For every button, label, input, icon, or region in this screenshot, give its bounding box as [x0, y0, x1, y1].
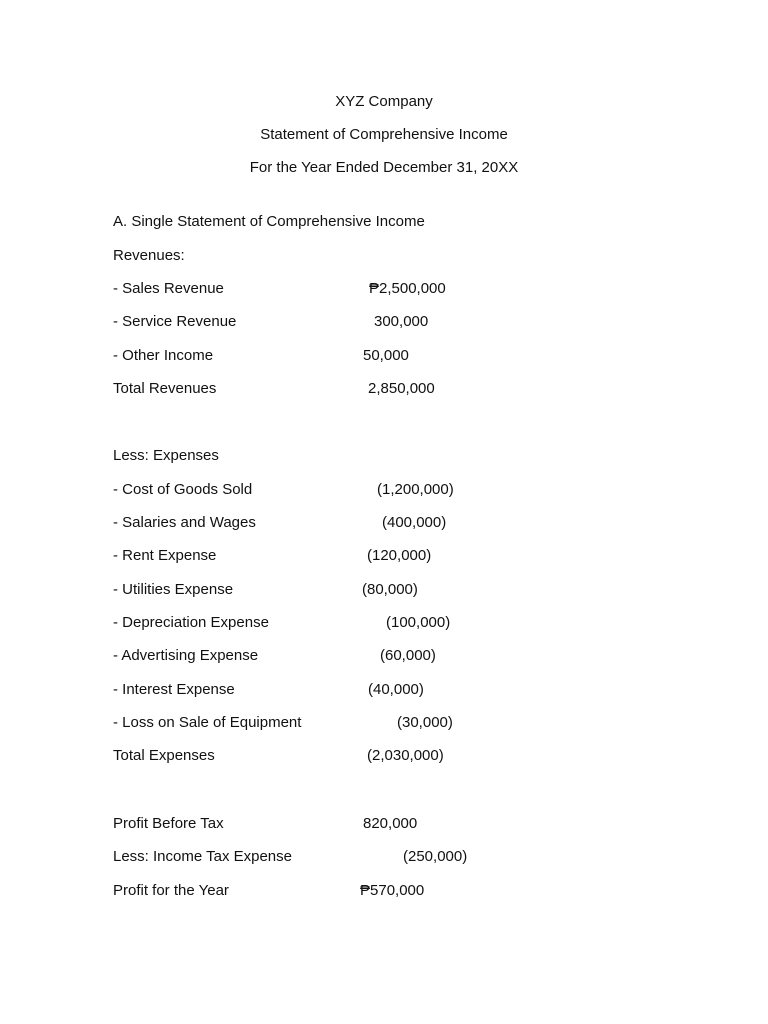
line-item-amount: (40,000) [368, 681, 424, 698]
statement-title: Statement of Comprehensive Income [260, 126, 508, 143]
line-item-amount: ₱2,500,000 [369, 280, 446, 297]
profit-for-year-amount: ₱570,000 [360, 882, 425, 899]
section-title: A. Single Statement of Comprehensive Income [113, 213, 425, 230]
line-item-label: - Other Income [113, 347, 214, 364]
line-item-amount: (60,000) [380, 647, 436, 664]
line-item-label: - Utilities Expense [113, 581, 234, 598]
line-item-amount: (120,000) [367, 547, 432, 564]
total-revenues-label: Total Revenues [113, 380, 217, 397]
expenses-heading: Less: Expenses [113, 447, 219, 464]
line-item-amount: (30,000) [397, 714, 453, 731]
total-revenues-amount: 2,850,000 [368, 380, 435, 397]
line-item-amount: (80,000) [362, 581, 418, 598]
period-line: For the Year Ended December 31, 20XX [249, 159, 519, 176]
line-item-amount: 300,000 [374, 313, 429, 330]
total-expenses-amount: (2,030,000) [367, 747, 444, 764]
line-item-label: - Cost of Goods Sold [113, 481, 253, 498]
line-item-amount: 50,000 [363, 347, 409, 364]
line-item-amount: (400,000) [382, 514, 447, 531]
line-item-label: - Advertising Expense [113, 647, 259, 664]
profit-before-tax-amount: 820,000 [363, 815, 418, 832]
total-expenses-label: Total Expenses [113, 747, 215, 764]
line-item-label: - Service Revenue [113, 313, 237, 330]
profit-for-year-label: Profit for the Year [113, 882, 229, 899]
line-item-label: - Depreciation Expense [113, 614, 269, 631]
line-item-amount: (100,000) [386, 614, 451, 631]
line-item-label: - Sales Revenue [113, 280, 224, 297]
income-tax-label: Less: Income Tax Expense [113, 848, 292, 865]
company-name: XYZ Company [335, 93, 433, 110]
line-item-label: - Loss on Sale of Equipment [113, 714, 302, 731]
income-tax-amount: (250,000) [403, 848, 468, 865]
line-item-amount: (1,200,000) [377, 481, 454, 498]
revenues-heading: Revenues: [113, 247, 185, 264]
line-item-label: - Interest Expense [113, 681, 235, 698]
line-item-label: - Salaries and Wages [113, 514, 256, 531]
line-item-label: - Rent Expense [113, 547, 217, 564]
profit-before-tax-label: Profit Before Tax [113, 815, 224, 832]
